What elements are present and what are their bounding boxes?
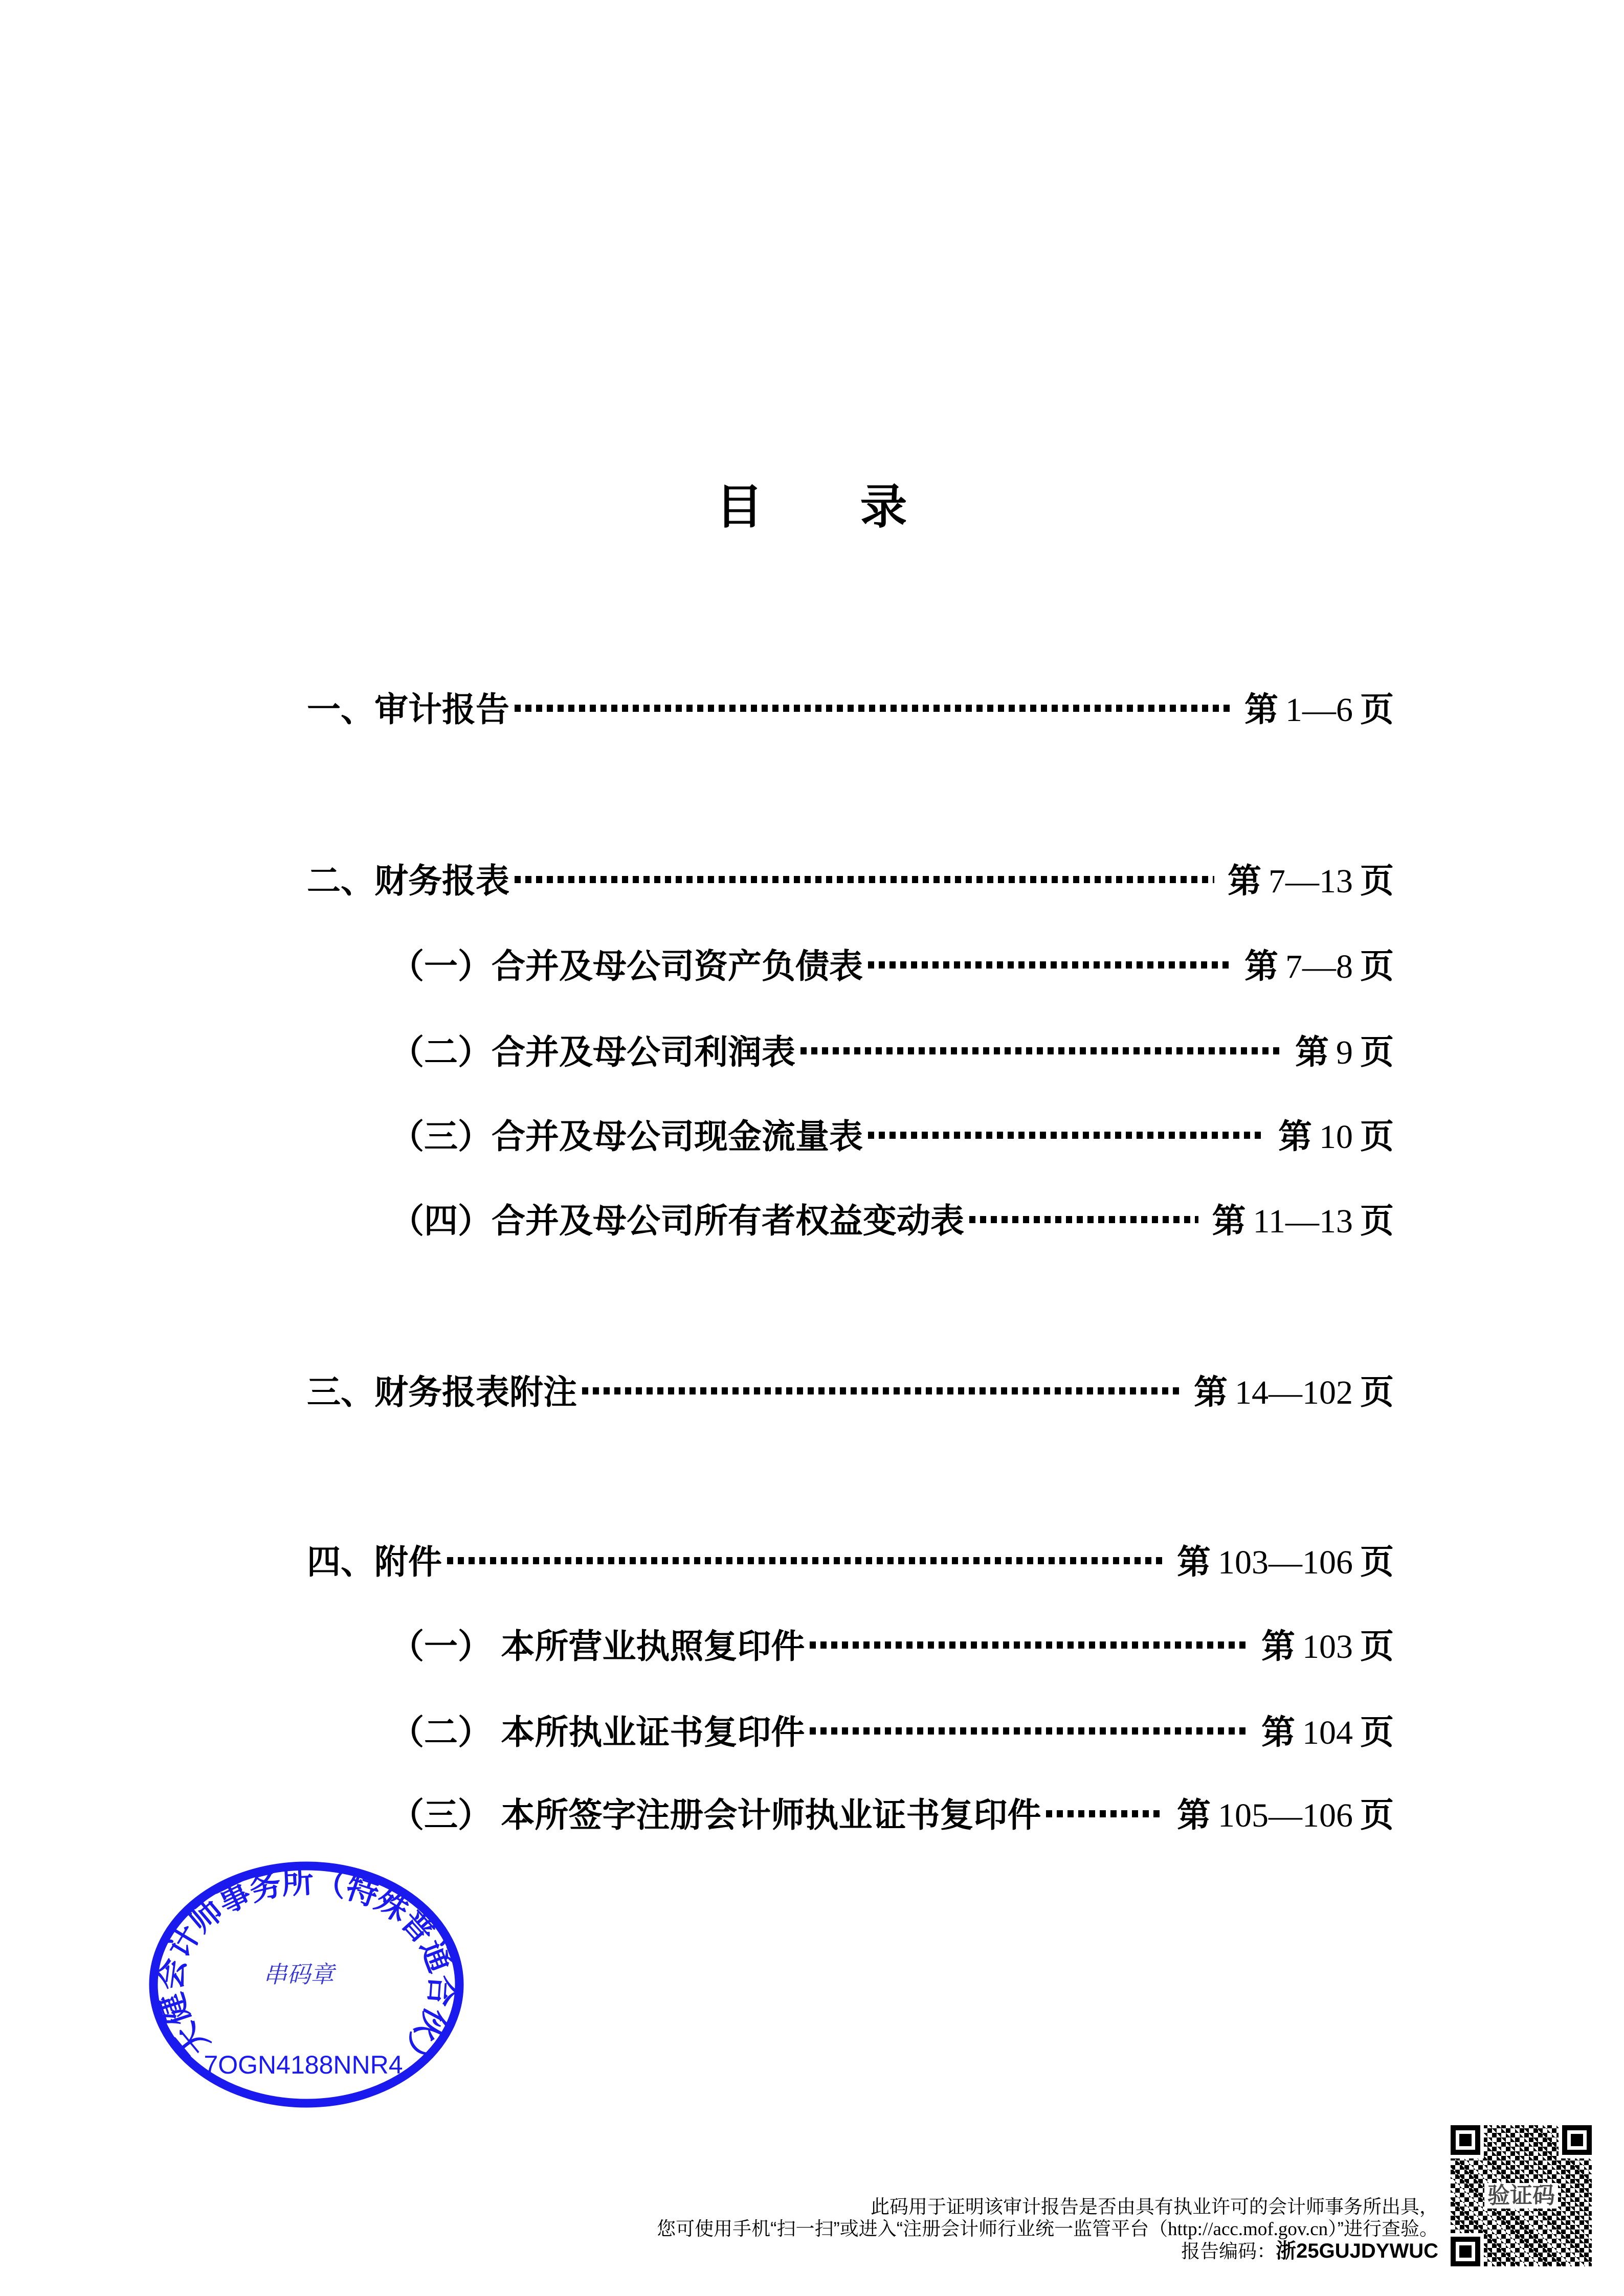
toc-entry-label: （四）合并及母公司所有者权益变动表 [390, 1201, 964, 1240]
page-suffix: 页 [1360, 690, 1394, 728]
page-range: 105—106 [1218, 1796, 1353, 1834]
dot-leader [969, 1216, 1198, 1223]
dot-leader [1046, 1810, 1164, 1817]
page-range: 1—6 [1285, 691, 1353, 729]
toc-entry-label: （一） 本所营业执照复印件 [390, 1627, 805, 1665]
page-prefix: 第 [1212, 1201, 1246, 1240]
page-prefix: 第 [1244, 690, 1278, 728]
qr-finder-top-right [1562, 2125, 1592, 2155]
stamp-center-text: 串码章 [263, 1962, 334, 1988]
page-prefix: 第 [1261, 1713, 1295, 1751]
dot-leader [868, 1132, 1265, 1139]
qr-finder-top-left [1451, 2125, 1480, 2155]
toc-entry-label: 四、附件 [307, 1542, 442, 1581]
qr-finder-bottom-left [1451, 2237, 1480, 2266]
verification-footer [657, 2196, 1438, 2262]
page-range: 11—13 [1253, 1202, 1353, 1240]
toc-entry-label: 一、审计报告 [307, 690, 509, 728]
footer-line-2-text: 您可使用手机“扫一扫”或进入“注册会计师行业统一监管平台（ [657, 2218, 1168, 2239]
toc-entry-label: 二、财务报表 [307, 861, 509, 899]
toc-entry-balance-sheet [390, 939, 1394, 986]
footer-platform-url: http://acc.mof.gov.cn [1168, 2219, 1328, 2240]
qr-overlay-label: 验证码 [1484, 2183, 1558, 2209]
page-range: 103—106 [1218, 1543, 1353, 1581]
dot-leader [800, 1047, 1282, 1054]
page-suffix: 页 [1360, 861, 1394, 899]
page-suffix: 页 [1360, 1795, 1394, 1834]
page-prefix: 第 [1244, 947, 1278, 985]
toc-entry-label: （二）合并及母公司利润表 [390, 1032, 795, 1071]
stamp-company-name: 天健会计师事务所（特殊普通合伙） [152, 1864, 460, 2074]
toc-entry-page [1212, 1194, 1394, 1242]
toc-entry-page [1244, 682, 1394, 731]
dot-leader [868, 961, 1231, 969]
toc-entry-page [1194, 1365, 1394, 1413]
report-code-value: 浙25GUJDYWUC [1276, 2240, 1438, 2262]
toc-entry-label: （三） 本所签字注册会计师执业证书复印件 [390, 1795, 1041, 1834]
page-prefix: 第 [1278, 1117, 1312, 1155]
page-suffix: 页 [1360, 1542, 1394, 1581]
toc-entry-page [1177, 1535, 1394, 1583]
footer-line-2-tail: ）”进行查验。 [1328, 2218, 1438, 2239]
toc-entry-label: 三、财务报表附注 [307, 1372, 577, 1411]
toc-entry-cpa-certificates [390, 1788, 1394, 1835]
page-range: 103 [1302, 1628, 1353, 1665]
toc-entry-page [1261, 1705, 1394, 1753]
dot-leader [582, 1387, 1181, 1394]
toc-entry-page [1244, 939, 1394, 987]
page-range: 7—8 [1285, 948, 1353, 985]
page-prefix: 第 [1194, 1372, 1228, 1411]
dot-leader [515, 876, 1214, 883]
toc-entry-financial-statements [307, 854, 1394, 901]
verification-qr-code [1447, 2121, 1596, 2270]
toc-entry-business-license [390, 1619, 1394, 1667]
page-range: 10 [1319, 1118, 1353, 1156]
toc-entry-page [1278, 1109, 1394, 1158]
page-range: 7—13 [1269, 862, 1353, 900]
page-suffix: 页 [1360, 1032, 1394, 1071]
page-range: 14—102 [1235, 1374, 1353, 1411]
toc-entry-income-statement [390, 1025, 1394, 1072]
footer-line-1: 此码用于证明该审计报告是否由具有执业许可的会计师事务所出具， [871, 2196, 1438, 2217]
toc-entry-page [1228, 853, 1394, 902]
page-prefix: 第 [1177, 1542, 1211, 1581]
page-suffix: 页 [1360, 1627, 1394, 1665]
page-prefix: 第 [1228, 861, 1261, 899]
company-seal-stamp [145, 1858, 468, 2111]
toc-entry-practice-certificate [390, 1705, 1394, 1752]
toc-entry-equity-changes [390, 1194, 1394, 1241]
footer-line-2 [657, 2218, 1438, 2240]
page-suffix: 页 [1360, 1713, 1394, 1751]
page-prefix: 第 [1261, 1627, 1295, 1665]
toc-entry-label: （二） 本所执业证书复印件 [390, 1713, 805, 1751]
toc-entry-label: （三）合并及母公司现金流量表 [390, 1117, 863, 1155]
toc-entry-page [1261, 1619, 1394, 1668]
toc-entry-page [1295, 1025, 1394, 1073]
toc-entry-cash-flow [390, 1110, 1394, 1157]
dot-leader [810, 1727, 1248, 1735]
stamp-serial-number: 7OGN4188NNR4 [204, 2051, 403, 2079]
dot-leader [447, 1557, 1164, 1564]
page-suffix: 页 [1360, 1117, 1394, 1155]
dot-leader [515, 705, 1231, 712]
toc-entry-audit-report [307, 683, 1394, 730]
page-range: 9 [1336, 1033, 1353, 1071]
page-range: 104 [1302, 1714, 1353, 1751]
report-code-line [657, 2240, 1438, 2262]
toc-entry-attachments [307, 1535, 1394, 1582]
report-code-label: 报告编码： [1181, 2241, 1276, 2262]
page-suffix: 页 [1360, 1201, 1394, 1240]
page-suffix: 页 [1360, 947, 1394, 985]
page-prefix: 第 [1177, 1795, 1211, 1834]
page-prefix: 第 [1295, 1032, 1329, 1071]
page-suffix: 页 [1360, 1372, 1394, 1411]
toc-entry-page [1177, 1788, 1394, 1836]
toc-entry-notes [307, 1365, 1394, 1412]
toc-entry-label: （一）合并及母公司资产负债表 [390, 947, 863, 985]
page-title: 目 录 [716, 481, 908, 533]
dot-leader [810, 1641, 1248, 1649]
